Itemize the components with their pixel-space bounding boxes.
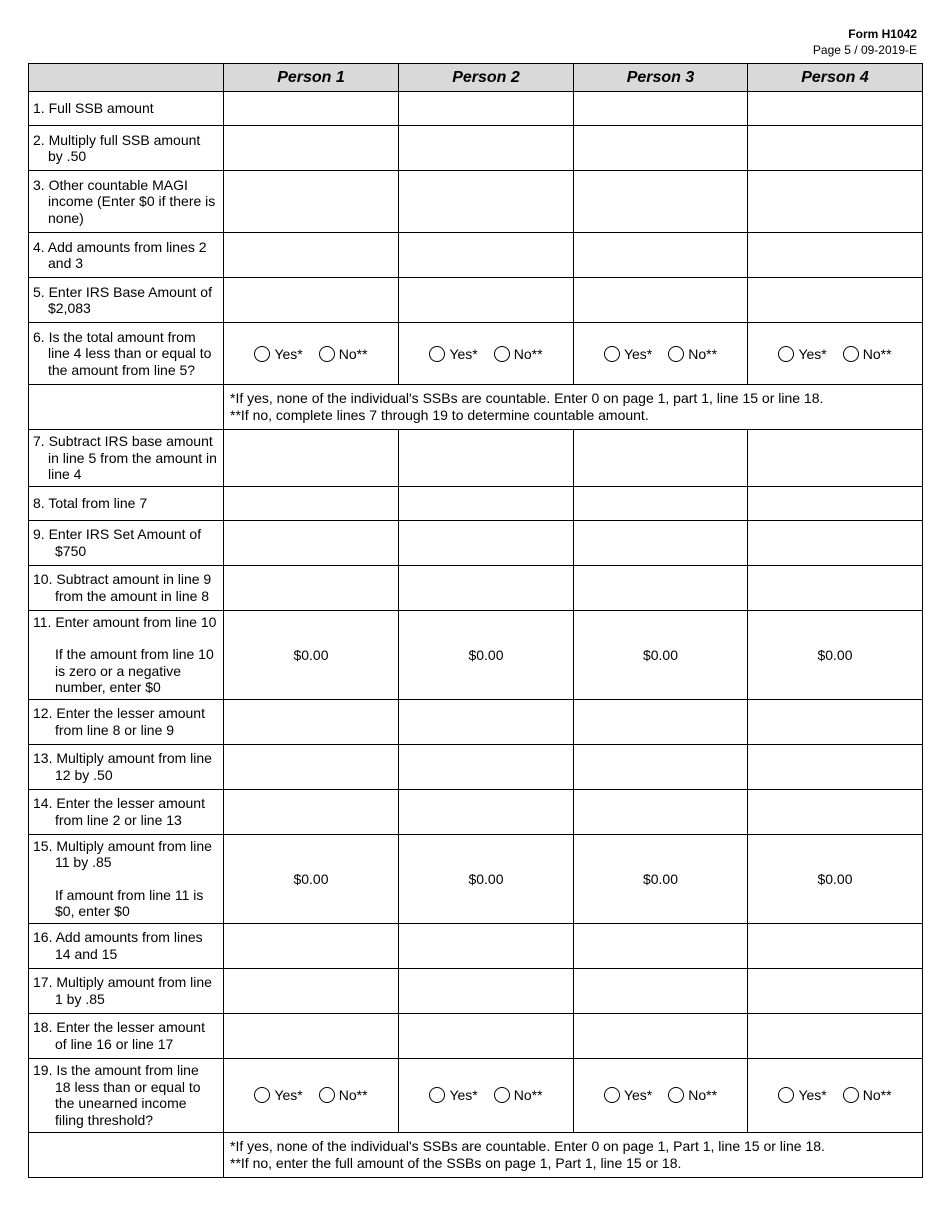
person-4-computed-cell xyxy=(748,834,923,923)
person-3-amount-input[interactable] xyxy=(574,171,747,232)
no-radio-option[interactable] xyxy=(843,1087,892,1103)
person-4-amount-cell xyxy=(748,126,923,171)
person-4-amount-cell xyxy=(748,92,923,126)
person-1-computed-cell xyxy=(224,610,399,699)
person-4-amount-input[interactable] xyxy=(748,233,922,277)
yes-radio-option[interactable] xyxy=(604,346,652,362)
yes-radio-button[interactable] xyxy=(254,346,270,362)
no-radio-button[interactable] xyxy=(494,346,510,362)
person-4-amount-input[interactable] xyxy=(748,745,922,789)
person-3-radio-cell xyxy=(574,323,748,385)
no-radio-button[interactable] xyxy=(668,346,684,362)
column-person-3: Person 3 xyxy=(574,64,748,92)
yes-no-radio-group xyxy=(748,346,922,362)
yes-radio-label: Yes* xyxy=(274,345,303,362)
person-3-amount-cell xyxy=(574,699,748,744)
person-2-amount-input[interactable] xyxy=(399,92,573,125)
person-1-amount-cell xyxy=(224,1013,399,1058)
table-row xyxy=(29,323,923,385)
no-radio-button[interactable] xyxy=(319,346,335,362)
person-3-amount-input[interactable] xyxy=(574,790,747,834)
line-label xyxy=(29,565,224,610)
person-1-amount-cell xyxy=(224,278,399,323)
table-row xyxy=(29,834,923,923)
page-info: Page 5 / 09-2019-E xyxy=(812,43,917,57)
person-4-amount-cell xyxy=(748,171,923,233)
person-1-amount-cell xyxy=(224,565,399,610)
person-4-radio-cell xyxy=(748,323,923,385)
person-1-amount-input[interactable] xyxy=(224,171,398,232)
person-2-amount-input[interactable] xyxy=(399,969,573,1013)
person-2-amount-input[interactable] xyxy=(399,566,573,610)
column-person-4: Person 4 xyxy=(748,64,923,92)
person-2-amount-cell xyxy=(399,968,574,1013)
line-label xyxy=(29,1058,224,1132)
table-row xyxy=(29,278,923,323)
person-3-amount-cell xyxy=(574,126,748,171)
line-label-note: If amount from line 11 is $0, enter $0 xyxy=(55,886,204,919)
person-2-amount-input[interactable] xyxy=(399,745,573,789)
person-1-amount-input[interactable] xyxy=(224,969,398,1013)
person-1-amount-cell xyxy=(224,126,399,171)
yes-radio-option[interactable] xyxy=(254,1087,302,1103)
header-blank xyxy=(29,64,224,92)
person-2-amount-input[interactable] xyxy=(399,126,573,170)
person-4-amount-cell xyxy=(748,789,923,834)
person-3-amount-input[interactable] xyxy=(574,487,747,520)
person-3-amount-input[interactable] xyxy=(574,566,747,610)
line-label-note: If the amount from line 10 is zero or a negative number, enter $0 xyxy=(55,646,214,695)
person-2-amount-cell xyxy=(399,430,574,487)
table-row xyxy=(29,610,923,699)
computed-amount: $0.00 xyxy=(817,870,853,887)
person-1-amount-cell xyxy=(224,430,399,487)
yes-radio-option[interactable] xyxy=(778,1087,826,1103)
yes-radio-button[interactable] xyxy=(254,1087,270,1103)
no-radio-label: No** xyxy=(513,1087,543,1103)
person-3-amount-cell xyxy=(574,565,748,610)
person-3-amount-cell xyxy=(574,233,748,278)
line-label-text: 7. Subtract IRS base amount in line 5 from the amount in line 4 xyxy=(33,433,217,482)
no-radio-option[interactable] xyxy=(319,346,368,362)
computed-amount: $0.00 xyxy=(293,870,329,887)
table-row xyxy=(29,486,923,520)
line-label xyxy=(29,323,224,385)
person-2-amount-cell xyxy=(399,789,574,834)
ssb-worksheet-table xyxy=(28,63,923,1178)
yes-no-radio-group xyxy=(574,1087,747,1103)
person-1-amount-input[interactable] xyxy=(224,430,398,486)
person-3-amount-cell xyxy=(574,278,748,323)
person-2-amount-input[interactable] xyxy=(399,790,573,834)
line-label-text: 16. Add amounts from lines 14 and 15 xyxy=(33,929,203,962)
note-blank-cell xyxy=(29,1132,224,1177)
person-4-amount-input[interactable] xyxy=(748,969,922,1013)
line-label xyxy=(29,789,224,834)
person-1-amount-cell xyxy=(224,233,399,278)
person-3-computed-cell xyxy=(574,834,748,923)
line-label xyxy=(29,968,224,1013)
person-2-amount-cell xyxy=(399,171,574,233)
person-1-amount-input[interactable] xyxy=(224,566,398,610)
person-3-amount-input[interactable] xyxy=(574,233,747,277)
yes-no-radio-group xyxy=(574,346,747,362)
table-row xyxy=(29,171,923,233)
person-1-amount-cell xyxy=(224,486,399,520)
yes-radio-label: Yes* xyxy=(798,1087,827,1103)
person-3-amount-input[interactable] xyxy=(574,278,747,322)
computed-amount: $0.00 xyxy=(468,646,504,663)
yes-radio-label: Yes* xyxy=(449,1087,478,1103)
person-3-amount-cell xyxy=(574,520,748,565)
yes-no-radio-group xyxy=(224,346,398,362)
person-4-amount-cell xyxy=(748,1013,923,1058)
person-4-amount-cell xyxy=(748,486,923,520)
person-1-amount-cell xyxy=(224,968,399,1013)
person-4-amount-input[interactable] xyxy=(748,566,922,610)
yes-radio-button[interactable] xyxy=(778,1087,794,1103)
no-radio-option[interactable] xyxy=(668,1087,717,1103)
person-1-amount-input[interactable] xyxy=(224,1014,398,1058)
yes-radio-label: Yes* xyxy=(798,345,827,362)
person-3-amount-cell xyxy=(574,789,748,834)
person-1-amount-cell xyxy=(224,699,399,744)
person-4-amount-input[interactable] xyxy=(748,171,922,232)
line-label-text: 4. Add amounts from lines 2 and 3 xyxy=(33,238,207,271)
person-3-radio-cell xyxy=(574,1058,748,1132)
person-2-amount-input[interactable] xyxy=(399,924,573,968)
no-radio-button[interactable] xyxy=(843,1087,859,1103)
person-2-amount-cell xyxy=(399,1013,574,1058)
no-radio-label: No** xyxy=(338,345,368,362)
header-row xyxy=(29,64,923,92)
person-1-amount-cell xyxy=(224,520,399,565)
person-4-amount-cell xyxy=(748,233,923,278)
person-1-amount-cell xyxy=(224,171,399,233)
table-row xyxy=(29,1132,923,1177)
table-row xyxy=(29,744,923,789)
person-2-amount-cell xyxy=(399,92,574,126)
person-2-amount-input[interactable] xyxy=(399,430,573,486)
no-radio-button[interactable] xyxy=(843,346,859,362)
no-radio-option[interactable] xyxy=(494,1087,543,1103)
person-2-computed-cell xyxy=(399,610,574,699)
form-title: Form H1042 xyxy=(848,27,917,41)
person-2-amount-input[interactable] xyxy=(399,487,573,520)
line-label xyxy=(29,430,224,487)
line-label xyxy=(29,1013,224,1058)
note-blank-cell xyxy=(29,385,224,430)
person-4-amount-cell xyxy=(748,744,923,789)
computed-amount: $0.00 xyxy=(293,646,329,663)
computed-amount: $0.00 xyxy=(642,646,679,663)
person-1-radio-cell xyxy=(224,323,399,385)
person-4-amount-cell xyxy=(748,968,923,1013)
table-row xyxy=(29,92,923,126)
line-label xyxy=(29,923,224,968)
person-1-amount-input[interactable] xyxy=(224,487,398,520)
person-3-amount-cell xyxy=(574,430,748,487)
instruction-note xyxy=(224,1132,923,1177)
person-1-computed-cell xyxy=(224,834,399,923)
line-label xyxy=(29,92,224,126)
table-row xyxy=(29,233,923,278)
person-2-amount-cell xyxy=(399,486,574,520)
yes-no-radio-group xyxy=(224,1087,398,1103)
yes-radio-button[interactable] xyxy=(429,346,445,362)
column-person-1: Person 1 xyxy=(224,64,399,92)
person-3-amount-cell xyxy=(574,1013,748,1058)
person-1-radio-cell xyxy=(224,1058,399,1132)
no-radio-button[interactable] xyxy=(494,1087,510,1103)
line-label-text: 17. Multiply amount from line 1 by .85 xyxy=(33,974,212,1007)
no-radio-label: No** xyxy=(338,1087,368,1103)
person-1-amount-cell xyxy=(224,923,399,968)
person-2-amount-input[interactable] xyxy=(399,278,573,322)
person-1-amount-input[interactable] xyxy=(224,700,398,744)
yes-radio-option[interactable] xyxy=(429,346,477,362)
person-2-amount-input[interactable] xyxy=(399,1014,573,1058)
yes-radio-label: Yes* xyxy=(623,1087,653,1103)
person-4-amount-input[interactable] xyxy=(748,521,922,565)
column-person-2: Person 2 xyxy=(399,64,574,92)
line-label xyxy=(29,834,224,923)
no-radio-button[interactable] xyxy=(668,1087,684,1103)
line-label-text: 9. Enter IRS Set Amount of $750 xyxy=(33,526,202,559)
line-label xyxy=(29,699,224,744)
person-4-amount-input[interactable] xyxy=(748,92,922,125)
person-1-amount-input[interactable] xyxy=(224,521,398,565)
person-3-amount-cell xyxy=(574,968,748,1013)
person-2-amount-input[interactable] xyxy=(399,700,573,744)
no-radio-label: No** xyxy=(513,345,543,362)
person-2-amount-cell xyxy=(399,744,574,789)
line-label xyxy=(29,520,224,565)
person-1-amount-input[interactable] xyxy=(224,278,398,322)
yes-radio-option[interactable] xyxy=(254,346,302,362)
person-2-amount-cell xyxy=(399,699,574,744)
person-4-amount-input[interactable] xyxy=(748,924,922,968)
person-4-amount-input[interactable] xyxy=(748,487,922,520)
person-2-radio-cell xyxy=(399,1058,574,1132)
line-label xyxy=(29,486,224,520)
table-row xyxy=(29,520,923,565)
table-row xyxy=(29,1013,923,1058)
table-row xyxy=(29,923,923,968)
person-1-amount-input[interactable] xyxy=(224,924,398,968)
table-row xyxy=(29,789,923,834)
yes-radio-label: Yes* xyxy=(623,345,653,362)
line-label-text: 13. Multiply amount from line 12 by .50 xyxy=(33,750,212,783)
line-label xyxy=(29,610,224,699)
no-radio-label: No** xyxy=(688,345,718,362)
person-3-amount-input[interactable] xyxy=(574,521,747,565)
person-3-amount-cell xyxy=(574,171,748,233)
line-label-text: 8. Total from line 7 xyxy=(33,494,148,511)
person-2-amount-input[interactable] xyxy=(399,233,573,277)
computed-amount: $0.00 xyxy=(468,870,504,887)
person-3-amount-input[interactable] xyxy=(574,1014,747,1058)
person-3-amount-input[interactable] xyxy=(574,430,747,486)
person-1-amount-input[interactable] xyxy=(224,126,398,170)
line-label-text: 12. Enter the lesser amount from line 8 or line 9 xyxy=(33,705,205,738)
table-row xyxy=(29,126,923,171)
no-radio-label: No** xyxy=(862,1087,892,1103)
person-4-amount-cell xyxy=(748,565,923,610)
person-4-amount-cell xyxy=(748,430,923,487)
yes-no-radio-group xyxy=(748,1087,922,1103)
person-1-amount-input[interactable] xyxy=(224,745,398,789)
person-4-amount-input[interactable] xyxy=(748,278,922,322)
line-label-text: 1. Full SSB amount xyxy=(33,100,154,117)
no-radio-option[interactable] xyxy=(494,346,543,362)
no-radio-option[interactable] xyxy=(668,346,717,362)
person-2-amount-cell xyxy=(399,278,574,323)
person-2-radio-cell xyxy=(399,323,574,385)
person-4-amount-input[interactable] xyxy=(748,790,922,834)
line-label-text: 2. Multiply full SSB amount by .50 xyxy=(33,131,201,164)
computed-amount: $0.00 xyxy=(642,870,679,887)
line-label-text: 10. Subtract amount in line 9 from the amount in line 8 xyxy=(33,571,212,604)
person-3-amount-input[interactable] xyxy=(574,700,747,744)
person-3-amount-cell xyxy=(574,486,748,520)
table-row xyxy=(29,699,923,744)
yes-radio-button[interactable] xyxy=(604,346,620,362)
person-4-amount-input[interactable] xyxy=(748,1014,922,1058)
line-label-text: 14. Enter the lesser amount from line 2 or line 13 xyxy=(33,795,205,828)
no-radio-label: No** xyxy=(862,345,892,362)
no-radio-option[interactable] xyxy=(319,1087,368,1103)
table-row xyxy=(29,565,923,610)
no-radio-option[interactable] xyxy=(843,346,892,362)
person-3-amount-input[interactable] xyxy=(574,745,747,789)
yes-no-radio-group xyxy=(399,346,573,362)
line-label xyxy=(29,126,224,171)
yes-radio-option[interactable] xyxy=(778,346,826,362)
person-2-amount-cell xyxy=(399,126,574,171)
person-4-radio-cell xyxy=(748,1058,923,1132)
person-1-amount-cell xyxy=(224,92,399,126)
line-label-text: 19. Is the amount from line 18 less than or equal to the unearned income filing threshold? xyxy=(33,1062,201,1128)
table-row xyxy=(29,1058,923,1132)
line-label-text: 3. Other countable MAGI income (Enter $0 if there is none) xyxy=(33,176,216,226)
person-1-amount-input[interactable] xyxy=(224,92,398,125)
person-2-computed-cell xyxy=(399,834,574,923)
person-1-amount-cell xyxy=(224,789,399,834)
note-line: **If no, complete lines 7 through 19 to determine countable amount. xyxy=(230,407,649,423)
person-3-amount-cell xyxy=(574,92,748,126)
person-3-amount-cell xyxy=(574,923,748,968)
line-label-text: 18. Enter the lesser amount of line 16 or line 17 xyxy=(33,1019,205,1052)
yes-radio-label: Yes* xyxy=(274,1087,303,1103)
person-3-amount-input[interactable] xyxy=(574,969,747,1013)
person-3-amount-input[interactable] xyxy=(574,924,747,968)
person-2-amount-cell xyxy=(399,565,574,610)
person-3-amount-input[interactable] xyxy=(574,126,747,170)
table-row xyxy=(29,430,923,487)
table-row xyxy=(29,968,923,1013)
computed-amount: $0.00 xyxy=(817,646,853,663)
line-label xyxy=(29,744,224,789)
person-2-amount-cell xyxy=(399,520,574,565)
line-label xyxy=(29,233,224,278)
person-2-amount-cell xyxy=(399,233,574,278)
person-2-amount-cell xyxy=(399,923,574,968)
instruction-note xyxy=(224,385,923,430)
yes-radio-option[interactable] xyxy=(429,1087,477,1103)
person-4-amount-input[interactable] xyxy=(748,700,922,744)
person-4-amount-cell xyxy=(748,278,923,323)
line-label-text: 6. Is the total amount from line 4 less than or equal to the amount from line 5? xyxy=(33,328,212,378)
yes-no-radio-group xyxy=(399,1087,573,1103)
line-label-text: 11. Enter amount from line 10 xyxy=(33,613,217,630)
line-label-text: 15. Multiply amount from line 11 by .85 xyxy=(33,837,212,870)
person-4-amount-input[interactable] xyxy=(748,126,922,170)
person-1-amount-cell xyxy=(224,744,399,789)
note-line: *If yes, none of the individual's SSBs are countable. Enter 0 on page 1, part 1, line 15 or line 18. xyxy=(230,390,824,406)
note-line: **If no, enter the full amount of the SSBs on page 1, Part 1, line 15 or 18. xyxy=(230,1154,682,1171)
yes-radio-button[interactable] xyxy=(778,346,794,362)
no-radio-label: No** xyxy=(688,1087,718,1103)
note-line: *If yes, none of the individual's SSBs are countable. Enter 0 on page 1, Part 1, line 15 or line 18. xyxy=(230,1137,825,1154)
no-radio-button[interactable] xyxy=(319,1087,335,1103)
person-4-amount-cell xyxy=(748,699,923,744)
person-4-amount-cell xyxy=(748,923,923,968)
person-4-computed-cell xyxy=(748,610,923,699)
line-label xyxy=(29,171,224,233)
yes-radio-label: Yes* xyxy=(449,345,478,362)
person-1-amount-input[interactable] xyxy=(224,233,398,277)
person-4-amount-cell xyxy=(748,520,923,565)
person-3-amount-cell xyxy=(574,744,748,789)
line-label-text: 5. Enter IRS Base Amount of $2,083 xyxy=(33,283,212,316)
person-2-amount-input[interactable] xyxy=(399,171,573,232)
person-2-amount-input[interactable] xyxy=(399,521,573,565)
yes-radio-button[interactable] xyxy=(604,1087,620,1103)
yes-radio-button[interactable] xyxy=(429,1087,445,1103)
person-1-amount-input[interactable] xyxy=(224,790,398,834)
person-4-amount-input[interactable] xyxy=(748,430,922,486)
person-3-amount-input[interactable] xyxy=(574,92,747,125)
person-3-computed-cell xyxy=(574,610,748,699)
line-label xyxy=(29,278,224,323)
yes-radio-option[interactable] xyxy=(604,1087,652,1103)
table-row xyxy=(29,385,923,430)
